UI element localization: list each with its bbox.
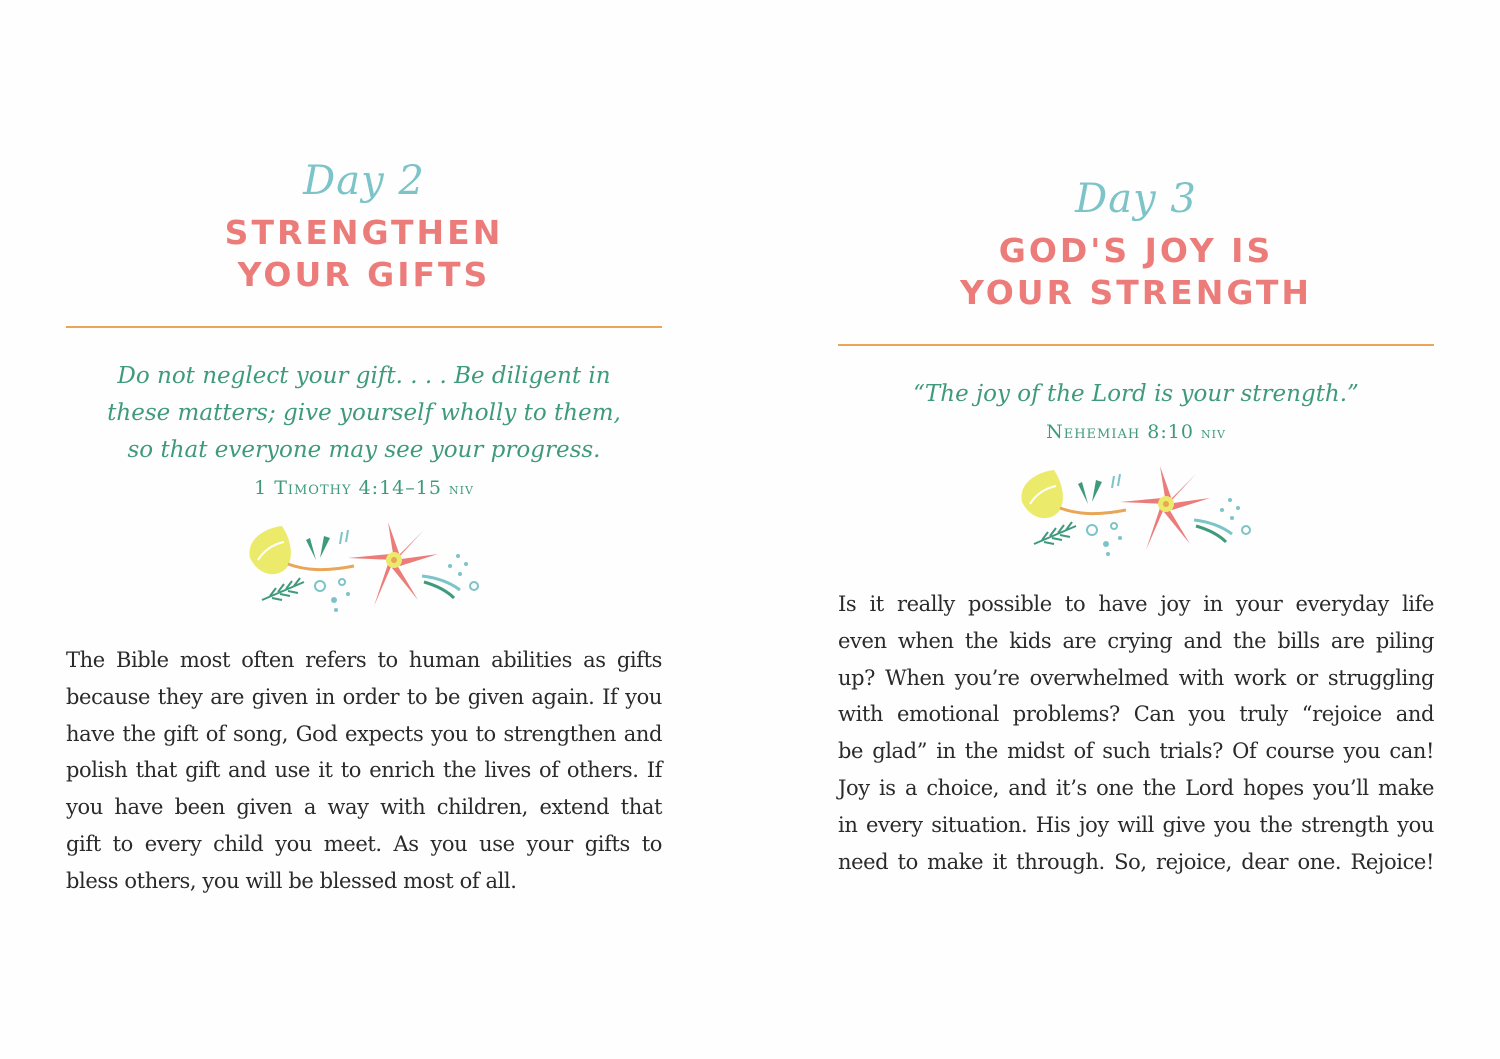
body-line: polish that gift and use it to enrich the lives of others. If	[66, 758, 662, 783]
body-line: because they are given in order to be given again. If you	[66, 684, 662, 709]
body-line: with emotional problems? Can you truly “rejoice and	[838, 702, 1434, 727]
scripture-reference	[66, 473, 662, 504]
body-line: bless others, you will be blessed most of all.	[66, 868, 517, 893]
reference-text: 1 Timothy 4:14–15	[254, 477, 442, 499]
body-line: in every situation. His joy will give you the strength you	[838, 812, 1434, 837]
body-line: The Bible most often refers to human abilities as gifts	[66, 648, 662, 672]
title-line: GOD'S JOY IS	[998, 231, 1274, 270]
verse-line: “The joy of the Lord is your strength.”	[913, 381, 1359, 407]
devotion-body	[838, 586, 1434, 880]
verse-line: these matters; give yourself wholly to them,	[107, 400, 621, 426]
floral-ornament-icon	[244, 520, 484, 620]
right-page	[838, 168, 1434, 880]
bible-version: niv	[449, 479, 474, 498]
verse-line: so that everyone may see your progress.	[127, 437, 601, 463]
title-line: STRENGTHEN	[224, 213, 504, 252]
body-line: Joy is a choice, and it’s one the Lord hopes you’ll make	[838, 775, 1434, 800]
body-line: you have been given a way with children, extend that	[66, 795, 662, 820]
body-line: up? When you’re overwhelmed with work or struggling	[838, 665, 1434, 690]
floral-ornament-icon	[1016, 464, 1256, 564]
title-line: YOUR STRENGTH	[960, 273, 1312, 312]
bible-version: niv	[1200, 423, 1226, 442]
devotion-title	[66, 212, 662, 296]
body-line: even when the kids are crying and the bills are piling	[838, 628, 1434, 653]
divider-rule	[838, 344, 1434, 346]
day-label: Day 3	[1075, 176, 1197, 222]
verse-line: Do not neglect your gift. . . . Be diligent in	[117, 363, 611, 389]
day-label: Day 2	[303, 158, 425, 204]
devotion-title	[838, 230, 1434, 314]
body-line: Is it really possible to have joy in your everyday life	[838, 592, 1434, 616]
left-page	[66, 150, 662, 900]
body-line: be glad” in the midst of such trials? Of course you can!	[838, 739, 1434, 764]
body-line: need to make it through. So, rejoice, dear one. Rejoice!	[838, 849, 1434, 874]
scripture-reference	[838, 417, 1434, 448]
divider-rule	[66, 326, 662, 328]
title-line: YOUR GIFTS	[237, 255, 491, 294]
reference-text: Nehemiah 8:10	[1046, 421, 1194, 443]
scripture-verse	[66, 358, 662, 469]
body-line: have the gift of song, God expects you to strengthen and	[66, 721, 662, 746]
devotion-body	[66, 642, 662, 900]
scripture-verse	[838, 376, 1434, 413]
body-line: gift to every child you meet. As you use your gifts to	[66, 831, 662, 856]
